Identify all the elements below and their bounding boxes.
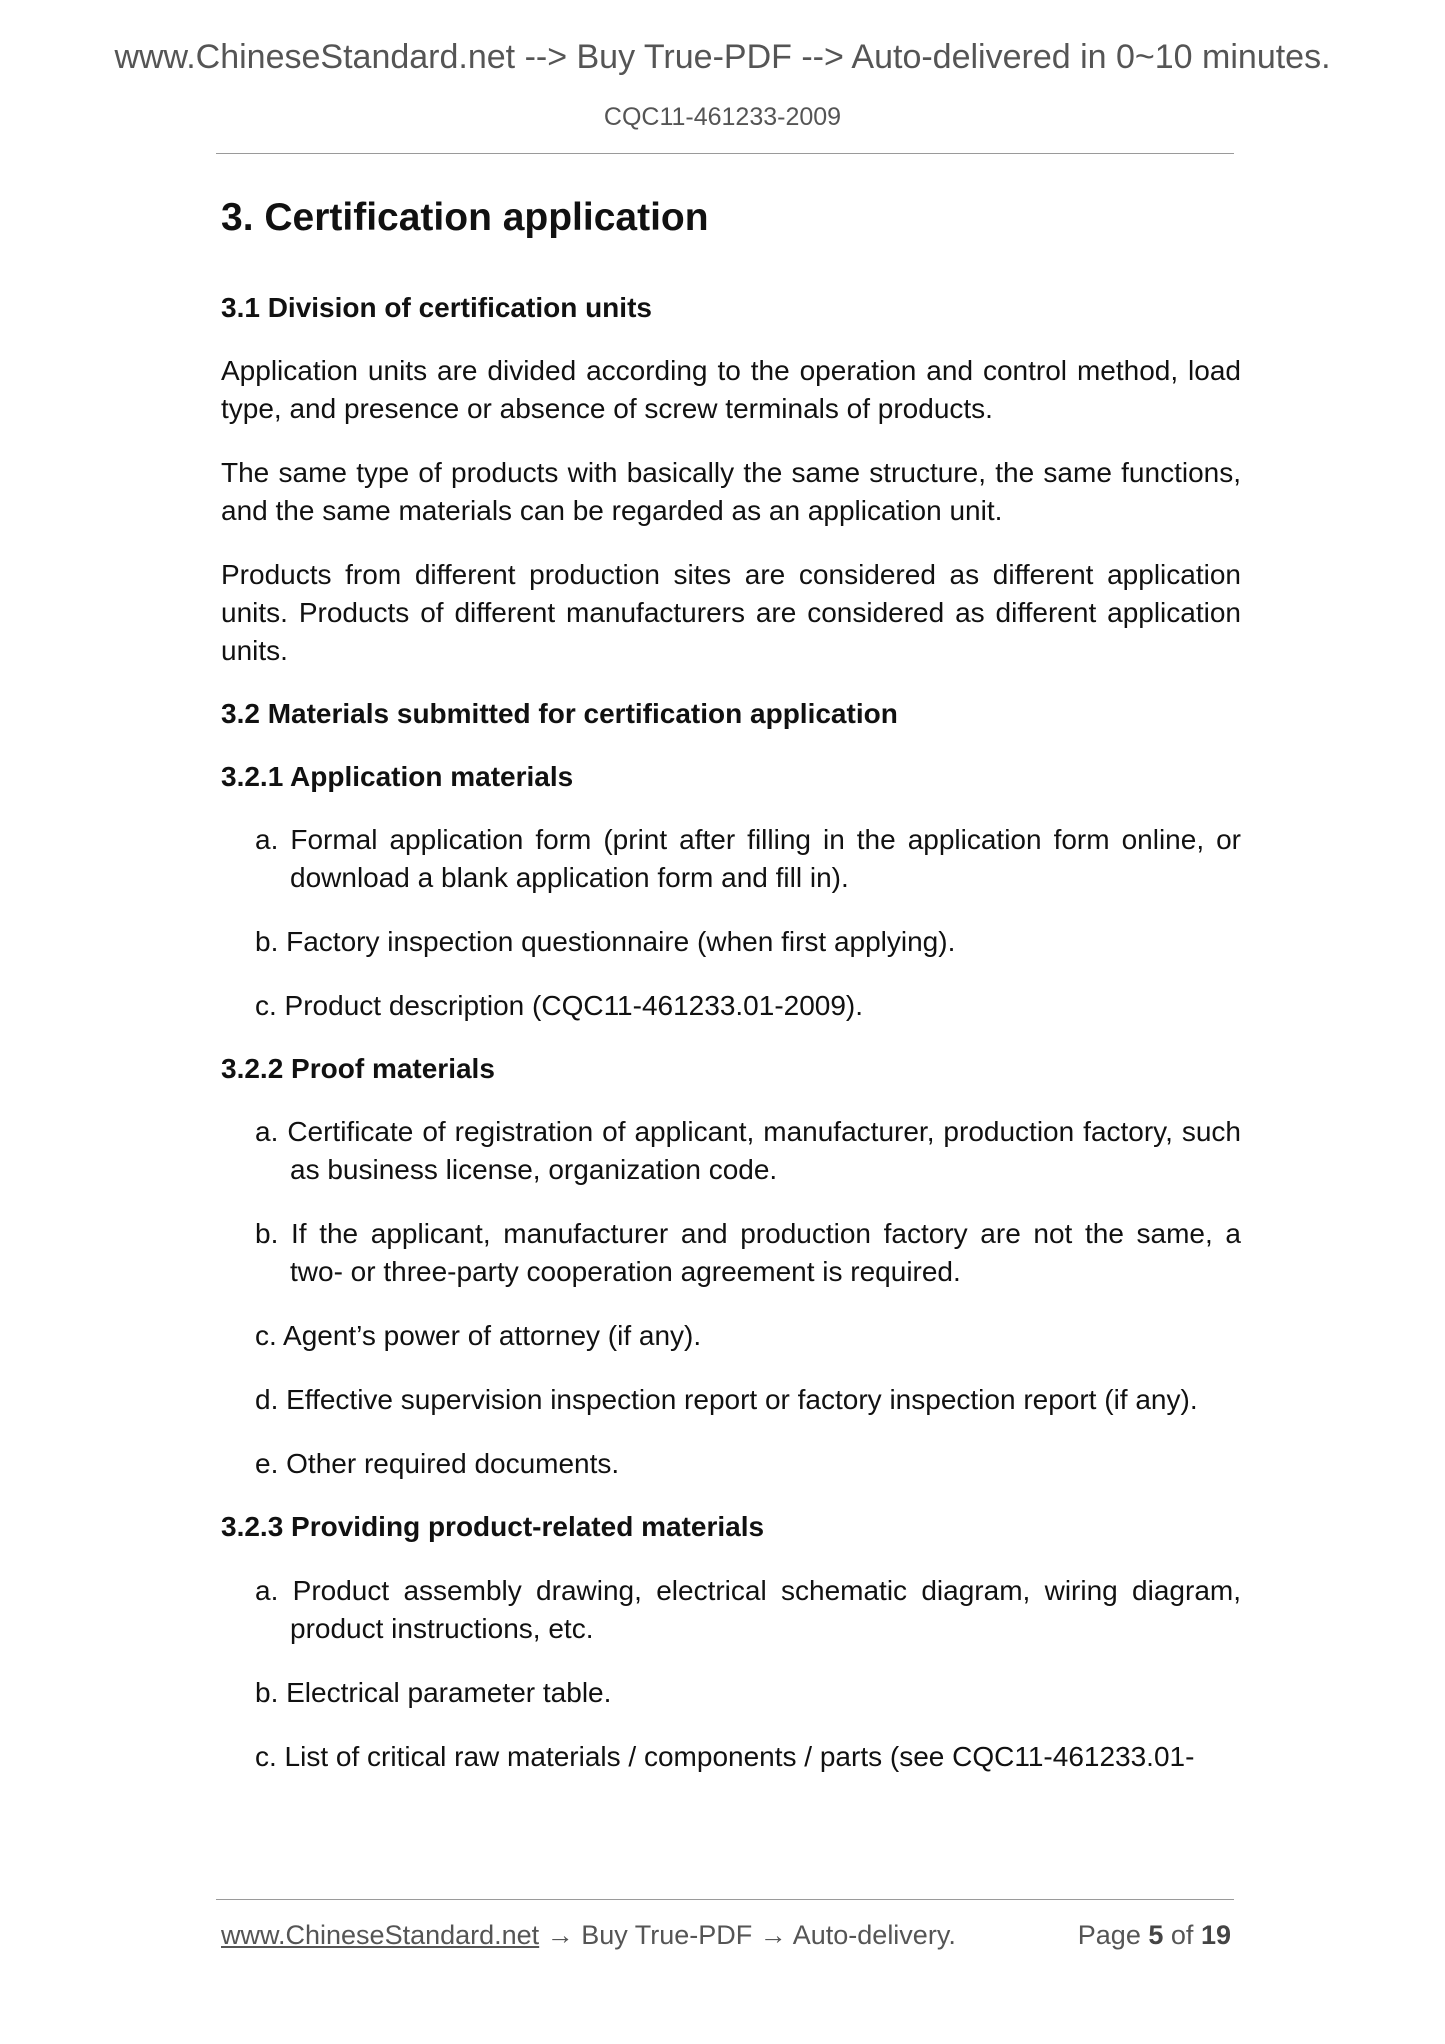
list-item: d. Effective supervision inspection report or factory inspection report (if any). <box>255 1384 1198 1416</box>
list-item: c. Agent’s power of attorney (if any). <box>255 1320 702 1352</box>
paragraph: Application units are divided according to the operation and control method, load type, and presence or absence of screw terminals of products. <box>221 355 1241 425</box>
list-item: c. List of critical raw materials / components / parts (see CQC11-461233.01- <box>255 1740 1195 1772</box>
of-label: of <box>1170 1920 1194 1950</box>
section-3-2-2-heading: 3.2.2 Proof materials <box>221 1053 495 1085</box>
document-number: CQC11-461233-2009 <box>603 103 842 131</box>
list-item: a. Product assembly drawing, electrical schematic diagram, wiring diagram, product instructions, etc. <box>255 1574 1241 1644</box>
list-item: e. Other required documents. <box>255 1448 620 1480</box>
section-3-2-3-heading: 3.2.3 Providing product-related materials <box>221 1511 765 1543</box>
page-label: Page <box>1077 1920 1141 1950</box>
paragraph: Products from different production sites are considered as different application units. Products of different manufacturers are considered as different application units. <box>221 559 1241 667</box>
footer-text: → Buy True-PDF → Auto-delivery. <box>539 1920 956 1950</box>
page-number: 5 <box>1148 1920 1164 1950</box>
section-3-2-heading: 3.2 Materials submitted for certification application <box>221 698 898 730</box>
header-divider <box>216 153 1234 154</box>
footer-divider <box>216 1899 1234 1900</box>
list-item: a. Formal application form (print after filling in the application form online, or download a blank application form and fill in). <box>255 824 1241 894</box>
list-item: b. Factory inspection questionnaire (when first applying). <box>255 926 956 958</box>
page-content <box>221 196 1241 1802</box>
section-3-2-1-heading: 3.2.1 Application materials <box>221 760 574 792</box>
list-item: b. Electrical parameter table. <box>255 1676 612 1708</box>
footer-link[interactable]: www.ChineseStandard.net <box>221 1920 540 1950</box>
paragraph: The same type of products with basically the same structure, the same functions, and the same materials can be regarded as an application unit. <box>221 457 1241 527</box>
section-3-1-heading: 3.1 Division of certification units <box>221 291 652 323</box>
section-3-heading: 3. Certification application <box>221 196 709 239</box>
page-indicator <box>1078 1920 1231 1951</box>
list-item: c. Product description (CQC11-461233.01-2009). <box>255 990 864 1022</box>
page-footer <box>221 1920 1231 1951</box>
list-item: b. If the applicant, manufacturer and production factory are not the same, a two- or three-party cooperation agreement is required. <box>255 1218 1241 1288</box>
list-item: a. Certificate of registration of applicant, manufacturer, production factory, such as business license, organization code. <box>255 1116 1241 1186</box>
banner-text: www.ChineseStandard.net --> Buy True-PDF --> Auto-delivered in 0~10 minutes. <box>114 38 1331 76</box>
page-total: 19 <box>1200 1920 1231 1950</box>
